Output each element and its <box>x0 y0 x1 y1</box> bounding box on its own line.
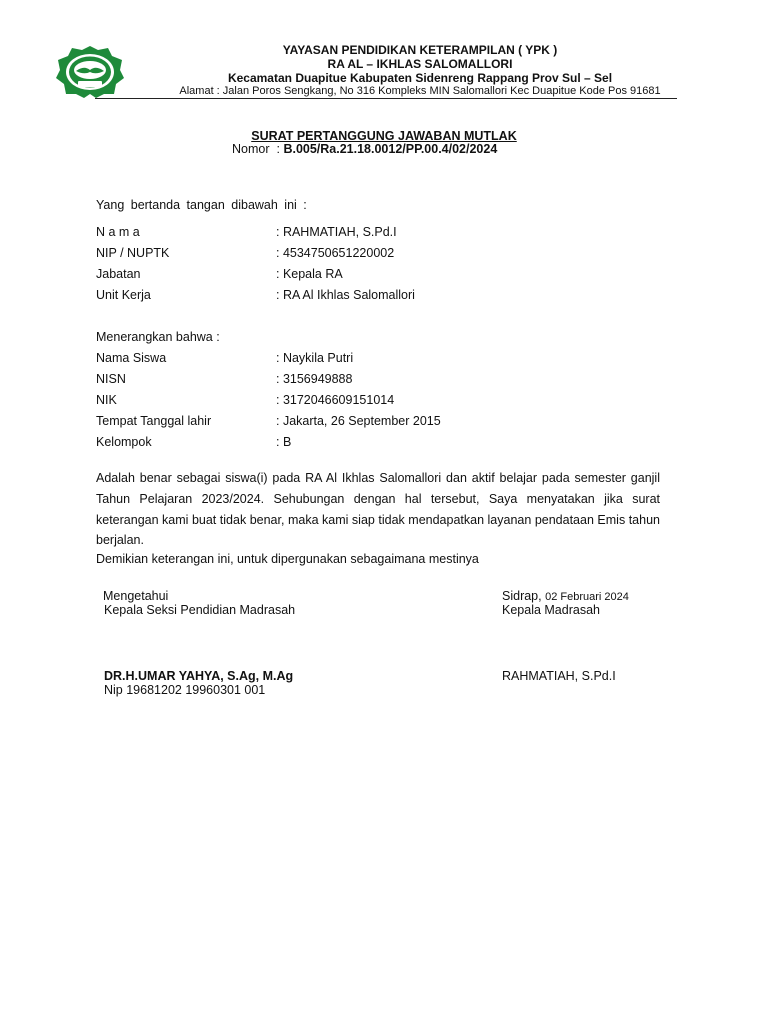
field-value: : Naykila Putri <box>276 351 354 365</box>
letterhead <box>0 0 768 110</box>
place: Sidrap, <box>502 589 542 603</box>
school-name: RA AL – IKHLAS SALOMALLORI <box>327 57 513 71</box>
field-value: : RAHMATIAH, S.Pd.I <box>276 225 397 239</box>
field-label: NISN <box>96 372 126 386</box>
field-value: : Kepala RA <box>276 267 343 281</box>
field-label: NIK <box>96 393 117 407</box>
closing-text: Demikian keterangan ini, untuk dipergunakan sebagaimana mestinya <box>96 552 479 566</box>
student-field-row <box>96 435 676 455</box>
signer-field-row <box>96 246 676 266</box>
student-field-row <box>96 393 676 413</box>
foundation-name: YAYASAN PENDIDIKAN KETERAMPILAN ( YPK ) <box>282 43 558 57</box>
right-signer-name: RAHMATIAH, S.Pd.I <box>502 669 616 683</box>
school-region: Kecamatan Duapitue Kabupaten Sidenreng Rappang Prov Sul – Sel <box>227 71 613 85</box>
date: 02 Februari 2024 <box>545 591 629 603</box>
student-field-row <box>96 372 676 392</box>
nomor-label: Nomor <box>232 142 270 156</box>
signer-field-row <box>96 267 676 287</box>
document-title: SURAT PERTANGGUNG JAWABAN MUTLAK <box>251 129 517 143</box>
left-acknowledged: Mengetahui <box>103 589 169 603</box>
student-field-row <box>96 414 676 434</box>
field-value: : 3172046609151014 <box>276 393 395 407</box>
student-field-row <box>96 351 676 371</box>
field-label: NIP / NUPTK <box>96 246 170 260</box>
field-label: Tempat Tanggal lahir <box>96 414 212 428</box>
field-value: : B <box>276 435 292 449</box>
field-value: : 4534750651220002 <box>276 246 395 260</box>
field-label: Nama Siswa <box>96 351 167 365</box>
field-value: : Jakarta, 26 September 2015 <box>276 414 441 428</box>
right-position: Kepala Madrasah <box>502 603 600 617</box>
nomor-value: B.005/Ra.21.18.0012/PP.00.4/02/2024 <box>283 142 498 156</box>
field-value: : 3156949888 <box>276 372 353 386</box>
left-signer-name: DR.H.UMAR YAHYA, S.Ag, M.Ag <box>104 669 294 683</box>
nomor-separator: : <box>276 142 280 156</box>
signer-field-row <box>96 225 676 245</box>
intro-text: Yang bertanda tangan dibawah ini : <box>96 198 307 212</box>
field-label: Kelompok <box>96 435 152 449</box>
field-label: Unit Kerja <box>96 288 151 302</box>
right-place-date <box>502 589 629 603</box>
signer-field-row <box>96 288 676 308</box>
field-value: : RA Al Ikhlas Salomallori <box>276 288 415 302</box>
statement-paragraph: Adalah benar sebagai siswa(i) pada RA Al Ikhlas Salomallori dan aktif belajar pada semester ganjil Tahun Pelajaran 2023/2024. Sehubungan dengan hal tersebut, Saya menyatakan jika surat keterangan kami buat tidak benar, maka kami siap tidak mendapatkan layanan pendataan Emis tahun berjalan. <box>96 471 660 548</box>
document-number <box>232 142 497 156</box>
field-label: N a m a <box>96 225 140 239</box>
left-signer-nip: Nip 19681202 19960301 001 <box>104 683 266 697</box>
explains-text: Menerangkan bahwa : <box>96 330 220 344</box>
school-address: Alamat : Jalan Poros Sengkang, No 316 Kompleks MIN Salomallori Kec Duapitue Kode Pos 91681 <box>179 85 661 97</box>
left-position: Kepala Seksi Pendidian Madrasah <box>104 603 296 617</box>
letterhead-divider <box>95 98 677 99</box>
field-label: Jabatan <box>96 267 141 281</box>
